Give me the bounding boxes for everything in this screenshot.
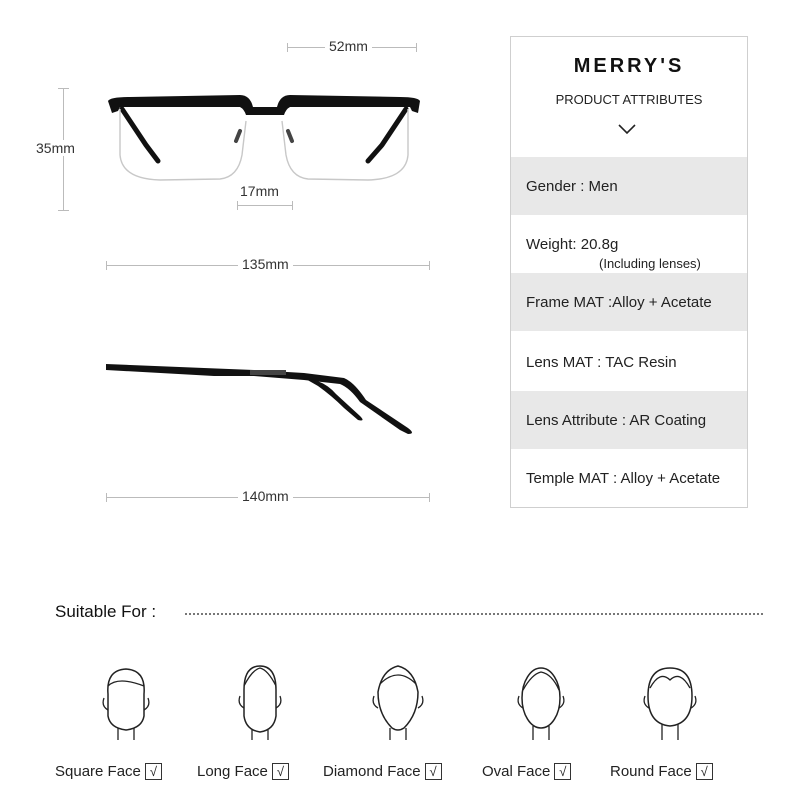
dotted-divider	[185, 613, 763, 615]
checkbox-icon: √	[272, 763, 289, 780]
face-caption-round	[610, 763, 713, 780]
attribute-row-lens-attribute	[511, 391, 747, 449]
face-caption-long	[197, 763, 289, 780]
attribute-text: Frame MAT :Alloy + Acetate	[526, 294, 712, 311]
attribute-row-lens-mat	[511, 331, 747, 391]
glasses-side-image	[104, 356, 424, 440]
face-label: Long Face	[197, 763, 268, 780]
face-caption-square	[55, 763, 162, 780]
oval-face-icon	[512, 664, 570, 742]
face-label: Round Face	[610, 763, 692, 780]
suitable-for-label: Suitable For :	[55, 602, 157, 621]
attribute-row-gender	[511, 157, 747, 215]
temple-length-label: 140mm	[238, 488, 293, 504]
lens-height-tick-bottom	[58, 210, 69, 211]
product-attributes-panel	[510, 36, 748, 508]
face-caption-diamond	[323, 763, 442, 780]
checkbox-icon: √	[145, 763, 162, 780]
bridge-tick-left	[237, 201, 238, 210]
brand-logo: MERRY'S	[573, 55, 685, 77]
bridge-line	[237, 205, 293, 206]
bridge-tick-right	[292, 201, 293, 210]
attribute-row-frame-mat	[511, 273, 747, 331]
lens-width-tick-left	[287, 43, 288, 52]
lens-height-tick-top	[58, 88, 69, 89]
chevron-down-icon	[617, 123, 637, 135]
lens-width-label: 52mm	[325, 38, 372, 54]
attribute-text: Weight: 20.8g	[526, 236, 619, 253]
attribute-text: Temple MAT : Alloy + Acetate	[526, 470, 721, 487]
glasses-front-image	[100, 85, 430, 190]
checkbox-icon: √	[696, 763, 713, 780]
temple-length-tick-left	[106, 493, 107, 502]
bridge-label: 17mm	[240, 183, 279, 199]
face-label: Oval Face	[482, 763, 551, 780]
attribute-text: Lens MAT : TAC Resin	[526, 354, 677, 371]
frame-width-tick-left	[106, 261, 107, 270]
lens-width-tick-right	[416, 43, 417, 52]
round-face-icon	[640, 664, 700, 742]
panel-title: PRODUCT ATTRIBUTES	[555, 92, 703, 107]
diamond-face-icon	[368, 662, 428, 742]
face-label: Square Face	[55, 763, 141, 780]
face-caption-oval	[482, 763, 571, 780]
attribute-text: Gender : Men	[526, 178, 618, 195]
checkbox-icon: √	[425, 763, 442, 780]
face-label: Diamond Face	[323, 763, 421, 780]
frame-width-label: 135mm	[238, 256, 293, 272]
attribute-row-temple-mat	[511, 449, 747, 507]
long-face-icon	[232, 662, 288, 742]
lens-height-label: 35mm	[32, 140, 79, 156]
temple-length-tick-right	[429, 493, 430, 502]
square-face-icon	[98, 664, 154, 742]
frame-width-tick-right	[429, 261, 430, 270]
attribute-row-weight	[511, 215, 747, 273]
checkbox-icon: √	[554, 763, 571, 780]
attribute-text: Lens Attribute : AR Coating	[526, 412, 707, 429]
attribute-note: (Including lenses)	[599, 256, 701, 271]
